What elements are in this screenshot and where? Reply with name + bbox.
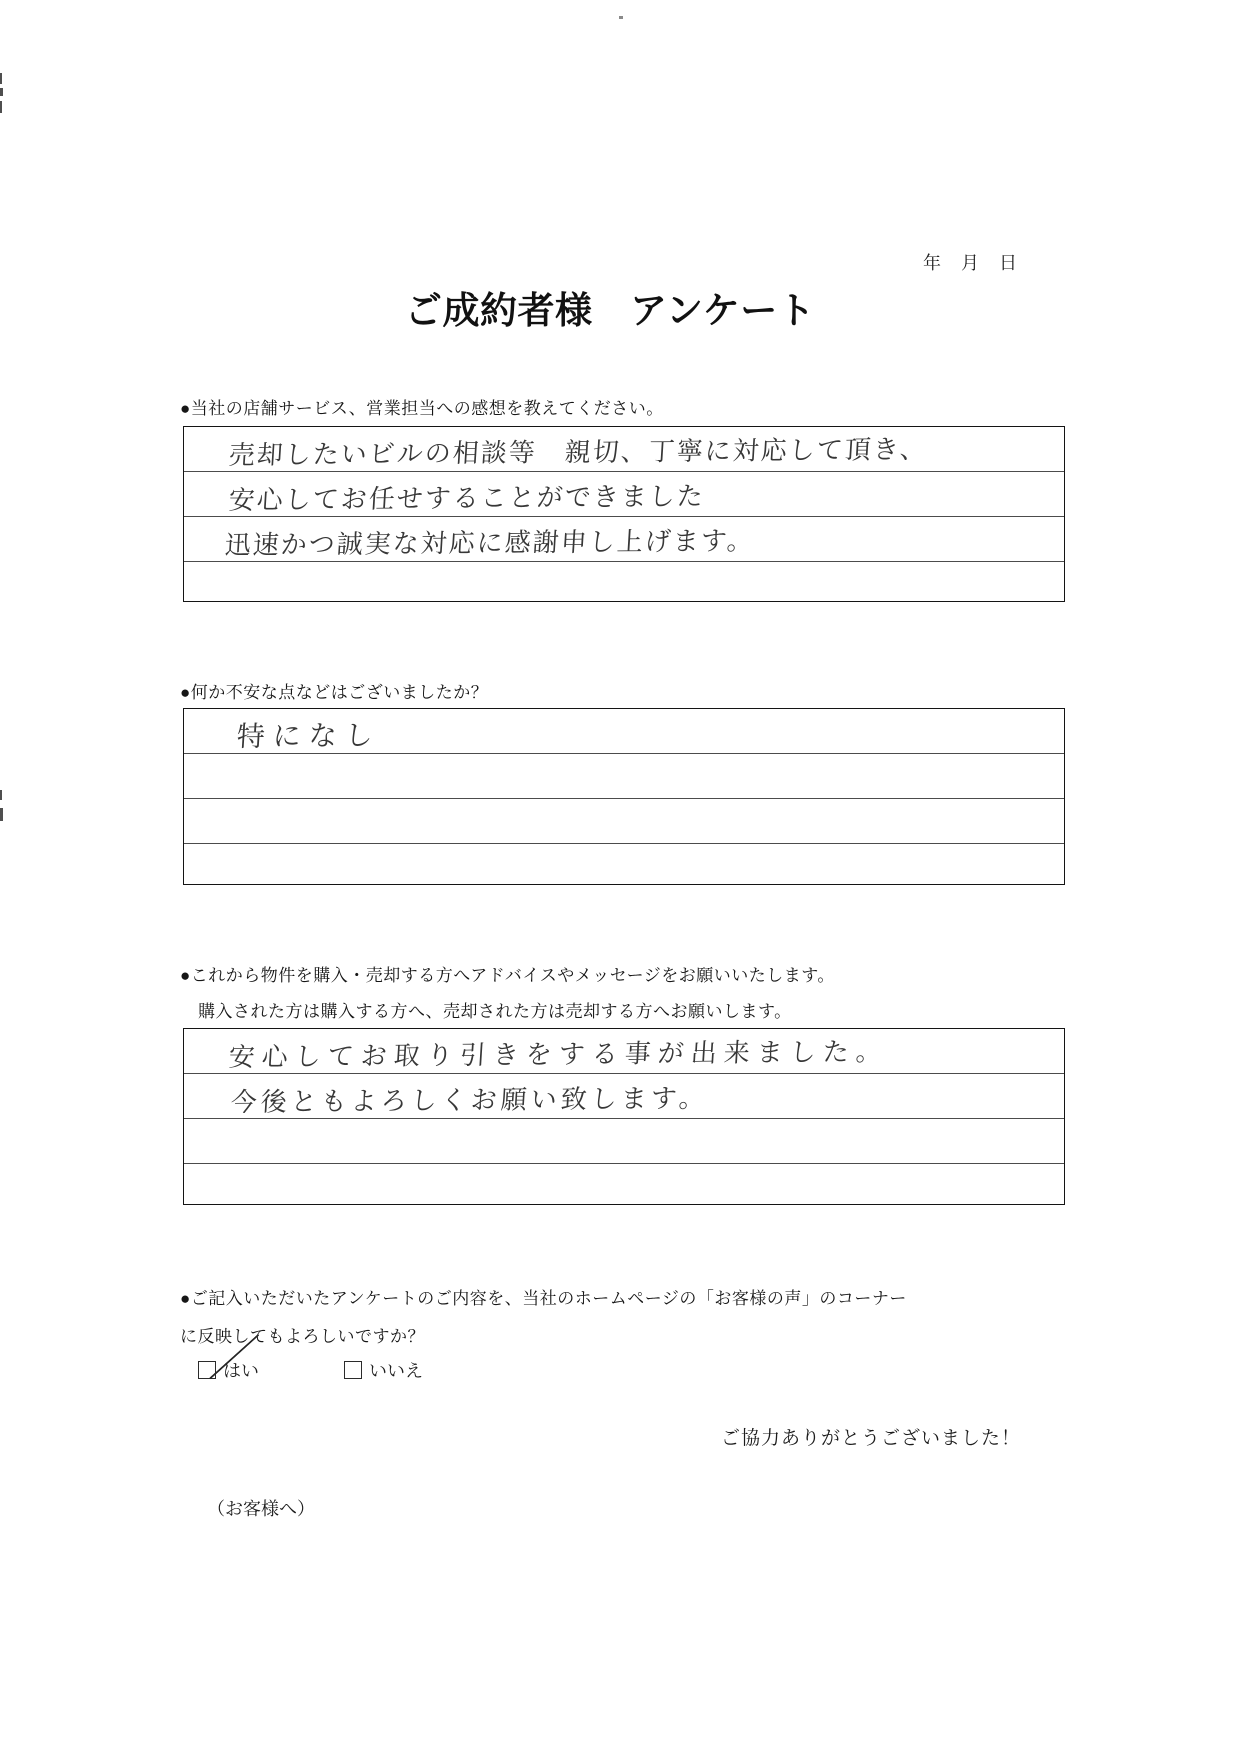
scan-edge-artifact (0, 790, 2, 800)
yes-label: はい (223, 1361, 259, 1381)
customer-note: （お客様へ） (207, 1499, 315, 1519)
option-no (344, 1357, 423, 1383)
answer-row (184, 427, 1064, 472)
handwritten-answer-line: 安心してお任せすることができました (227, 481, 706, 517)
handwritten-answer-line: 迅速かつ誠実な対応に感謝申し上げます。 (223, 526, 756, 562)
scan-edge-artifact (0, 88, 3, 96)
handwritten-answer-line: 特になし (235, 718, 382, 754)
question-3-label: ●これから物件を購入・売却する方へアドバイスやメッセージをお願いいたします。 (180, 966, 835, 985)
scan-dot-artifact (619, 16, 623, 19)
question-4-sublabel: に反映してもよろしいですか？ (180, 1327, 425, 1346)
answer-box-3 (183, 1028, 1065, 1205)
answer-box-1 (183, 426, 1065, 602)
answer-row (184, 562, 1064, 606)
scan-edge-artifact (0, 73, 2, 84)
answer-row (184, 472, 1064, 517)
handwritten-answer-line: 今後ともよろしくお願い致します。 (229, 1083, 710, 1119)
answer-row (184, 1164, 1064, 1208)
no-checkbox (344, 1361, 362, 1379)
answer-row (184, 517, 1064, 562)
answer-row (184, 844, 1064, 888)
answer-row (184, 754, 1064, 799)
question-2-label: ●何か不安な点などはございましたか？ (180, 683, 489, 702)
no-label: いいえ (369, 1361, 423, 1381)
scan-edge-artifact (0, 101, 2, 113)
question-1-label: ●当社の店舗サービス、営業担当への感想を教えてください。 (180, 399, 664, 418)
answer-row (184, 1074, 1064, 1119)
answer-row (184, 799, 1064, 844)
answer-row (184, 1029, 1064, 1074)
answer-row (184, 1119, 1064, 1164)
question-4-label: ●ご記入いただいたアンケートのご内容を、当社のホームページの「お客様の声」のコーナー (180, 1289, 907, 1308)
handwritten-answer-line: 安心してお取り引きをする事が出来ました。 (227, 1037, 890, 1074)
date-field: 年 月 日 (923, 253, 1018, 273)
answer-box-2 (183, 708, 1065, 885)
closing-text: ご協力ありがとうございました！ (721, 1428, 1022, 1449)
question-3-sublabel: 購入された方は購入する方へ、売却された方は売却する方へお願いします。 (198, 1002, 792, 1021)
page-title: ご成約者様 アンケート (405, 290, 816, 331)
answer-row (184, 709, 1064, 754)
handwritten-answer-line: 売却したいビルの相談等 親切、丁寧に対応して頂き、 (227, 434, 929, 472)
scan-edge-artifact (0, 808, 3, 821)
